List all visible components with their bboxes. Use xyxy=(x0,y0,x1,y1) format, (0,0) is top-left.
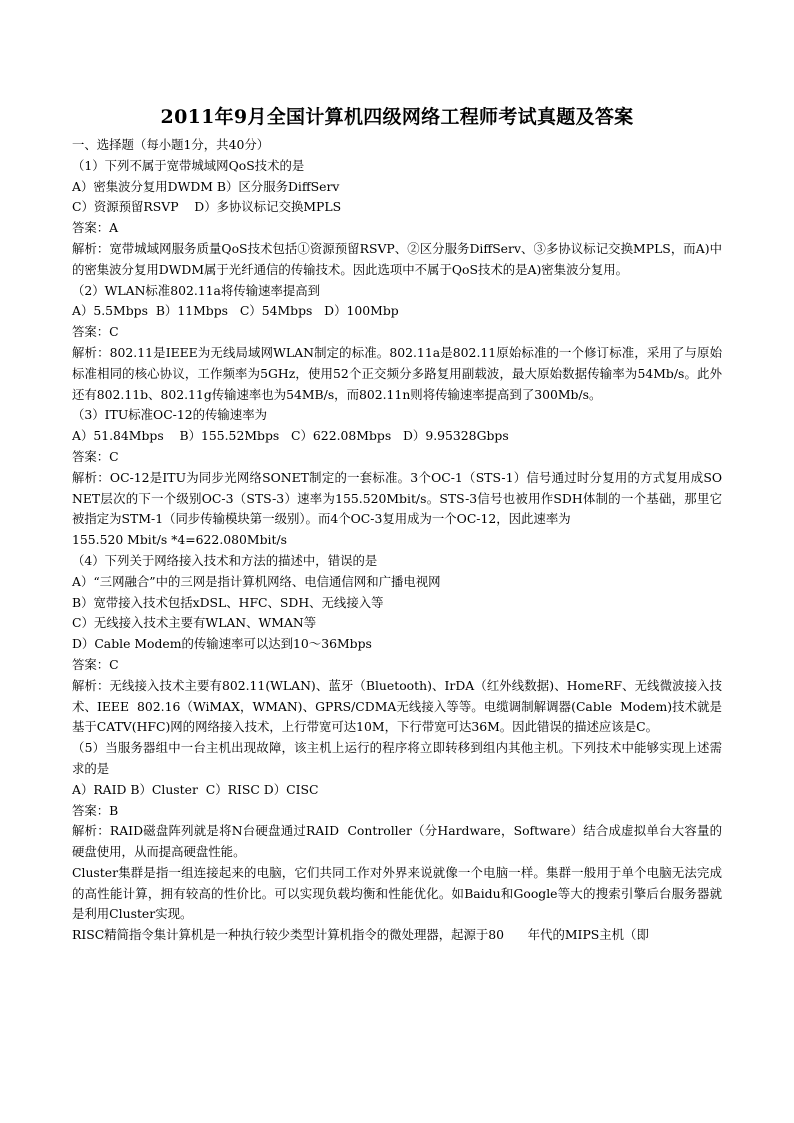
question-5-analysis-risc: RISC精简指令集计算机是一种执行较少类型计算机指令的微处理器，起源于80 年代的MIPS主机（即 xyxy=(72,927,649,943)
question-5-answer: 答案：B xyxy=(72,802,119,818)
section-heading: 一、选择题（每小题1分，共40分） xyxy=(72,137,270,152)
question-3-stem: （3）ITU标准OC-12的传输速率为 xyxy=(72,407,267,423)
question-3-formula: 155.520 Mbit/s *4=622.080Mbit/s xyxy=(72,532,288,548)
question-1-options-ab: A）密集波分复用DWDM B）区分服务DiffServ xyxy=(72,178,340,194)
question-1-stem: （1）下列不属于宽带城域网QoS技术的是 xyxy=(72,157,305,173)
question-5-analysis-cluster: Cluster集群是指一组连接起来的电脑，它们共同工作对外界来说就像一个电脑一样。集群一般用于单个电脑无法完成的高性能计算，拥有较高的性价比。可以实现负载均衡和性能优化。如Baidu和Google等大的搜索引擎后台服务器就是利用Cluster实现。 xyxy=(72,864,722,922)
document-page xyxy=(72,102,722,946)
question-2-answer: 答案：C xyxy=(72,324,119,340)
question-4-option-b: B）宽带接入技术包括xDSL、HFC、SDH、无线接入等 xyxy=(72,594,384,610)
question-1-answer: 答案：A xyxy=(72,220,119,236)
question-4-stem: （4）下列关于网络接入技术和方法的描述中，错误的是 xyxy=(72,552,378,568)
question-2-stem: （2）WLAN标准802.11a将传输速率提高到 xyxy=(72,282,321,298)
document-title: 2011年9月全国计算机四级网络工程师考试真题及答案 xyxy=(160,106,634,128)
question-2-options: A）5.5Mbps B）11Mbps C）54Mbps D）100Mbp xyxy=(72,303,399,319)
question-3-answer: 答案：C xyxy=(72,448,119,464)
question-4-analysis: 解析：无线接入技术主要有802.11(WLAN)、蓝牙（Bluetooth)、IrDA（红外线数据)、HomeRF、无线微波接入技术、IEEE 802.16（WiMAX，WMAN)、GPRS/CDMA无线接入等等。电缆调制解调器(Cable Modem)技术就是基于CATV(HFC)网的网络接入技术，上行带宽可达10M，下行带宽可达36M。因此错误的描述应该是C。 xyxy=(72,677,722,735)
question-1-analysis: 解析：宽带城域网服务质量QoS技术包括①资源预留RSVP、②区分服务DiffServ、③多协议标记交换MPLS，而A)中的密集波分复用DWDM属于光纤通信的传输技术。因此选项中不属于QoS技术的是A)密集波分复用。 xyxy=(72,240,722,277)
question-3-options: A）51.84Mbps B）155.52Mbps C）622.08Mbps D）9.95328Gbps xyxy=(72,428,509,444)
question-3-analysis: 解析：OC-12是ITU为同步光网络SONET制定的一套标准。3个OC-1（STS-1）信号通过时分复用的方式复用成SONET层次的下一个级别OC-3（STS-3）速率为155.520Mbit/s。STS-3信号也被用作SDH体制的一个基础，那里它被指定为STM-1（同步传输模块第一级别）。而4个OC-3复用成为一个OC-12，因此速率为 xyxy=(72,469,722,527)
question-4-option-d: D）Cable Modem的传输速率可以达到10～36Mbps xyxy=(72,636,372,652)
question-5-stem: （5）当服务器组中一台主机出现故障，该主机上运行的程序将立即转移到组内其他主机。下列技术中能够实现上述需求的是 xyxy=(72,740,722,776)
question-1-options-cd: C）资源预留RSVP D）多协议标记交换MPLS xyxy=(72,199,342,215)
question-5-options: A）RAID B）Cluster C）RISC D）CISC xyxy=(72,781,319,797)
question-4-answer: 答案：C xyxy=(72,656,119,672)
question-5-analysis-raid: 解析：RAID磁盘阵列就是将N台硬盘通过RAID Controller（分Hardware，Software）结合成虚拟单台大容量的硬盘使用，从而提高硬盘性能。 xyxy=(72,823,722,860)
question-4-option-c: C）无线接入技术主要有WLAN、WMAN等 xyxy=(72,615,317,631)
question-4-option-a: A）“三网融合”中的三网是指计算机网络、电信通信网和广播电视网 xyxy=(72,573,441,589)
question-2-analysis: 解析：802.11是IEEE为无线局域网WLAN制定的标准。802.11a是802.11原始标准的一个修订标准，采用了与原始标准相同的核心协议，工作频率为5GHz，使用52个正交频分多路复用副载波，最大原始数据传输率为54Mb/s。此外还有802.11b、802.11g传输速率也为54MB/s，而802.11n则将传输速率提高到了300Mb/s。 xyxy=(72,344,722,402)
